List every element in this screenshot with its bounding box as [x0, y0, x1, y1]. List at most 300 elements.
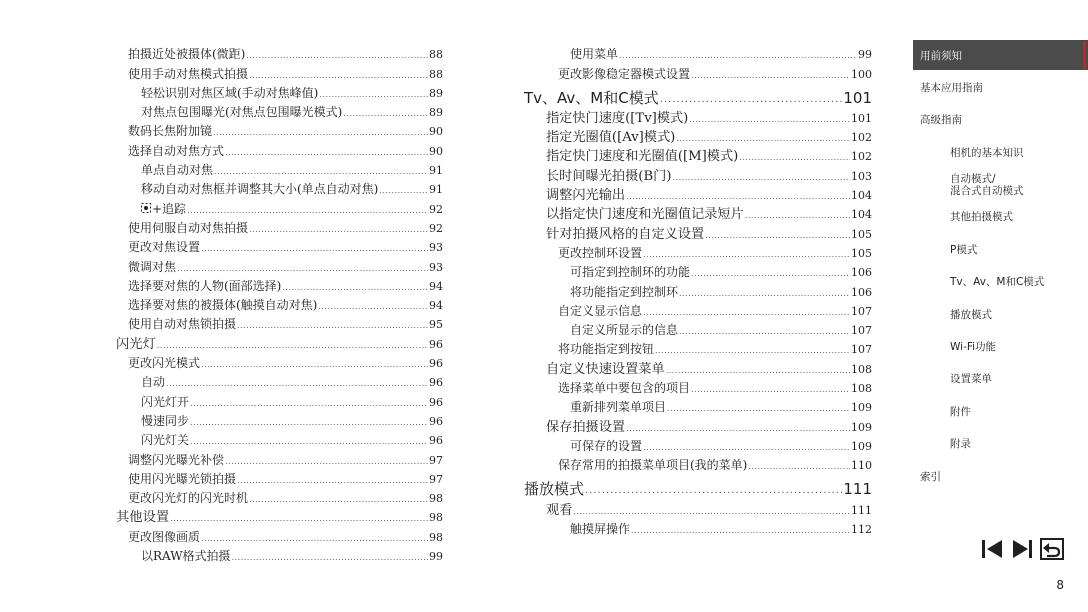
- toc-entry[interactable]: [116, 449, 443, 468]
- toc-page-number: 97: [429, 472, 443, 486]
- toc-entry-text: 其他设置: [116, 510, 170, 526]
- toc-page-number: 107: [851, 324, 872, 338]
- toc-page-number: 107: [851, 343, 872, 357]
- toc-entry-text: 微调对焦: [128, 259, 177, 274]
- toc-entry[interactable]: [116, 198, 443, 217]
- toc-entry-text: 调整闪光输出: [546, 188, 626, 204]
- toc-entry-title: [128, 473, 236, 486]
- toc-page-number: 92: [429, 221, 443, 235]
- toc-entry-text: 自定义所显示的信息: [570, 323, 679, 338]
- toc-entry-text: 选择要对焦的被摄体(触摸自动对焦): [128, 298, 318, 313]
- toc-entry-text: 指定光圈值([Av]模式): [546, 130, 676, 146]
- toc-entry-text: 触摸屏操作: [570, 521, 631, 536]
- leader-dots: [679, 289, 850, 299]
- sidebar-tab-label: 附录: [950, 438, 971, 451]
- toc-entry-text: 更改影像稳定器模式设置: [558, 66, 691, 81]
- toc-page-number: 100: [851, 67, 872, 81]
- toc-entry[interactable]: [116, 44, 443, 63]
- leader-dots: [748, 462, 850, 472]
- sidebar-tab[interactable]: [913, 40, 1088, 70]
- page-number: 8: [1056, 578, 1064, 592]
- leader-dots: [573, 507, 850, 517]
- sidebar-tab-label: 混合式自动模式: [950, 184, 1024, 197]
- toc-entry-text: 保存拍摄设置: [546, 419, 626, 435]
- toc-entry[interactable]: [524, 165, 872, 184]
- toc-entry-text: 指定快门速度([Tv]模式): [546, 110, 689, 126]
- toc-page-number: 91: [429, 183, 443, 197]
- toc-page-number: 98: [429, 530, 443, 544]
- toc-entry-text: 单点自动对焦: [141, 163, 214, 178]
- sidebar-tab[interactable]: [913, 72, 1088, 102]
- toc-entry-text: 使用闪光曝光锁拍摄: [128, 471, 237, 486]
- leader-dots: [739, 153, 850, 163]
- previous-page-button[interactable]: [979, 536, 1005, 562]
- page-navigation: [979, 536, 1065, 562]
- leader-dots: [214, 167, 428, 177]
- leader-dots: [705, 231, 850, 241]
- toc-entry-title: [558, 382, 690, 395]
- sidebar-tab[interactable]: [913, 137, 1088, 167]
- leader-dots: [585, 486, 842, 496]
- toc-page-number: 111: [843, 480, 872, 499]
- face-tracking-icon: [141, 203, 152, 216]
- toc-entry-title: [546, 189, 625, 202]
- leader-dots: [379, 186, 428, 196]
- toc-entry[interactable]: [524, 243, 872, 262]
- leader-dots: [237, 476, 428, 486]
- toc-entry[interactable]: [116, 179, 443, 198]
- toc-entry[interactable]: [524, 146, 872, 165]
- toc-page-number: 98: [429, 511, 443, 525]
- toc-page-number: 89: [429, 106, 443, 120]
- toc-page-number: 106: [851, 266, 872, 280]
- leader-dots: [666, 366, 850, 376]
- toc-page-number: 96: [429, 357, 443, 371]
- toc-entry[interactable]: [524, 301, 872, 320]
- sidebar-tab[interactable]: [913, 234, 1088, 264]
- toc-entry[interactable]: [524, 320, 872, 339]
- sidebar-tab-label: 播放模式: [950, 308, 992, 321]
- toc-entry-text: 选择自动对焦方式: [128, 143, 225, 158]
- leader-dots: [187, 206, 428, 216]
- toc-entry-title: [546, 131, 675, 144]
- toc-entry[interactable]: [116, 63, 443, 82]
- toc-entry-title: [128, 68, 248, 81]
- toc-entry[interactable]: [116, 276, 443, 295]
- toc-entry-title: [546, 504, 572, 517]
- toc-entry[interactable]: [524, 185, 872, 204]
- toc-entry[interactable]: [116, 507, 443, 526]
- toc-entry[interactable]: [524, 378, 872, 397]
- toc-entry[interactable]: [524, 127, 872, 146]
- toc-page-number: 95: [429, 318, 443, 332]
- toc-entry[interactable]: [524, 44, 872, 63]
- toc-page-number: 105: [851, 227, 872, 241]
- toc-entry[interactable]: [524, 281, 872, 300]
- leader-dots: [157, 341, 428, 351]
- toc-entry-text: 针对拍摄风格的自定义设置: [546, 226, 705, 242]
- sidebar-tab-label: 设置菜单: [950, 373, 992, 386]
- sidebar-tab-label: 基本应用指南: [920, 81, 983, 94]
- leader-dots: [689, 115, 850, 125]
- toc-entry-text: 长时间曝光拍摄(B门): [546, 168, 672, 184]
- toc-entry-title: [128, 280, 281, 293]
- leader-dots: [190, 418, 428, 428]
- toc-page-number: 88: [429, 67, 443, 81]
- sidebar-tab[interactable]: [913, 202, 1088, 232]
- toc-page-number: 89: [429, 86, 443, 100]
- toc-entry-text: 更改闪光灯的闪光时机: [128, 491, 249, 506]
- leader-dots: [201, 244, 428, 254]
- toc-entry-text: 对焦点包围曝光(对焦点包围曝光模式): [141, 105, 343, 120]
- toc-entry-text: 更改闪光模式: [128, 356, 201, 371]
- toc-page-number: 109: [851, 420, 872, 434]
- toc-entry[interactable]: [524, 455, 872, 474]
- toc-entry[interactable]: [116, 353, 443, 372]
- toc-entry-title: [558, 68, 690, 81]
- toc-entry[interactable]: [116, 218, 443, 237]
- toc-page-number: 104: [851, 189, 872, 203]
- toc-page-number: 111: [851, 503, 872, 517]
- leader-dots: [249, 495, 428, 505]
- toc-entry[interactable]: [116, 488, 443, 507]
- toc-entry[interactable]: [524, 108, 872, 127]
- leader-dots: [201, 360, 428, 370]
- toc-entry-title: [570, 324, 678, 337]
- toc-entry-title: [546, 208, 744, 221]
- toc-page-number: 96: [429, 395, 443, 409]
- toc-entry-text: 更改图像画质: [128, 529, 201, 544]
- toc-entry-text: 使用自动对焦锁拍摄: [128, 317, 237, 332]
- toc-entry[interactable]: [524, 262, 872, 281]
- leader-dots: [177, 264, 428, 274]
- toc-entry-title: [128, 48, 245, 61]
- leader-dots: [691, 385, 850, 395]
- leader-dots: [249, 225, 428, 235]
- chapter-sidebar: [913, 40, 1088, 493]
- toc-entry-title: [116, 511, 169, 524]
- toc-entry-text: 播放模式: [524, 480, 585, 499]
- toc-entry-text: 重新排列菜单项目: [570, 400, 667, 415]
- toc-entry-title: [546, 421, 625, 434]
- toc-entry[interactable]: [524, 223, 872, 242]
- toc-entry-text: 指定快门速度和光圈值([M]模式): [546, 149, 739, 165]
- toc-entry[interactable]: [524, 397, 872, 416]
- sidebar-tab-label: Wi-Fi功能: [950, 341, 997, 354]
- leader-dots: [318, 302, 428, 312]
- toc-entry[interactable]: [116, 372, 443, 391]
- toc-page-number: 110: [851, 459, 872, 473]
- toc-entry-title: [570, 523, 630, 536]
- leader-dots: [679, 327, 850, 337]
- toc-page-number: 109: [851, 401, 872, 415]
- toc-page-number: 94: [429, 299, 443, 313]
- toc-page-number: 99: [429, 550, 443, 564]
- leader-dots: [619, 51, 857, 61]
- toc-entry-text: 慢速同步: [141, 413, 190, 428]
- toc-page-number: 96: [429, 434, 443, 448]
- toc-entry-title: [141, 87, 318, 100]
- toc-entry-text: 闪光灯关: [141, 433, 190, 448]
- toc-page-number: 108: [851, 382, 872, 396]
- leader-dots: [676, 134, 850, 144]
- toc-entry-title: [558, 305, 642, 318]
- toc-entry[interactable]: [524, 339, 872, 358]
- next-page-button[interactable]: [1009, 536, 1035, 562]
- sidebar-tab[interactable]: [913, 105, 1088, 135]
- leader-dots: [672, 173, 850, 183]
- leader-dots: [237, 321, 428, 331]
- toc-entry-title: [141, 376, 165, 389]
- toc-entry-title: [570, 266, 690, 279]
- toc-entry-title: [546, 228, 704, 241]
- toc-entry-title: [570, 440, 642, 453]
- toc-entry[interactable]: [116, 333, 443, 352]
- toc-entry[interactable]: [116, 83, 443, 102]
- toc-entry-title: [141, 550, 231, 563]
- toc-entry-title: [128, 261, 176, 274]
- toc-page-number: 90: [429, 125, 443, 139]
- toc-entry-text: 移动自动对焦框并调整其大小(单点自动对焦): [141, 182, 379, 197]
- toc-entry-text: 可保存的设置: [570, 438, 643, 453]
- toc-entry-title: [558, 247, 642, 260]
- toc-entry[interactable]: [524, 416, 872, 435]
- leader-dots: [190, 399, 428, 409]
- leader-dots: [249, 71, 428, 81]
- toc-entry-text: 选择要对焦的人物(面部选择): [128, 278, 282, 293]
- toc-entry[interactable]: [116, 256, 443, 275]
- toc-page-number: 96: [429, 337, 443, 351]
- toc-entry-title: [141, 106, 342, 119]
- sidebar-tab[interactable]: [913, 461, 1088, 491]
- toc-entry-title: [128, 531, 200, 544]
- toc-page-number: 96: [429, 414, 443, 428]
- leader-dots: [201, 534, 428, 544]
- leader-dots: [643, 443, 850, 453]
- toc-entry-title: [141, 183, 378, 196]
- toc-entry-title: [524, 480, 585, 499]
- toc-entry-title: [128, 222, 248, 235]
- toc-entry-title: [128, 241, 200, 254]
- leader-dots: [166, 379, 428, 389]
- sidebar-tab-label: 索引: [920, 470, 941, 483]
- toc-entry-title: [116, 338, 156, 351]
- toc-page-number: 109: [851, 439, 872, 453]
- toc-entry-text: 将功能指定到控制环: [570, 284, 679, 299]
- toc-entry-text: 使用手动对焦模式拍摄: [128, 66, 249, 81]
- toc-entry-title: [141, 396, 189, 409]
- toc-entry[interactable]: [524, 436, 872, 455]
- leader-dots: [691, 71, 850, 81]
- sidebar-tab-label: 自动模式/: [950, 172, 996, 185]
- leader-dots: [631, 526, 850, 536]
- toc-left-column: [116, 44, 443, 565]
- toc-entry-text: 将功能指定到按钮: [558, 342, 655, 357]
- leader-dots: [655, 346, 850, 356]
- toc-entry-title: [128, 299, 317, 312]
- toc-page-number: 102: [851, 150, 872, 164]
- sidebar-tab[interactable]: [913, 299, 1088, 329]
- toc-entry-text: 闪光灯开: [141, 394, 190, 409]
- toc-entry[interactable]: [116, 314, 443, 333]
- toc-entry-title: [141, 164, 213, 177]
- toc-entry-text: 使用菜单: [570, 47, 619, 62]
- toc-entry-text: 拍摄近处被摄体(微距): [128, 47, 246, 62]
- toc-entry-text: 以指定快门速度和光圈值记录短片: [546, 207, 744, 223]
- toc-entry-title: [570, 401, 666, 414]
- toc-entry-text: 自定义显示信息: [558, 303, 643, 318]
- toc-entry-title: [128, 454, 224, 467]
- leader-dots: [190, 437, 428, 447]
- toc-entry[interactable]: [116, 121, 443, 140]
- toc-entry-text: +追踪: [152, 201, 187, 216]
- sidebar-tab[interactable]: [913, 170, 1088, 200]
- toc-entry-text: 可指定到控制环的功能: [570, 265, 691, 280]
- leader-dots: [319, 90, 428, 100]
- return-arrow-icon: [1040, 538, 1064, 560]
- toc-entry[interactable]: [524, 83, 872, 108]
- leader-dots: [660, 95, 843, 105]
- toc-entry[interactable]: [524, 358, 872, 377]
- toc-entry[interactable]: [524, 499, 872, 518]
- toc-entry-title: [524, 88, 659, 107]
- toc-entry-text: 自动: [141, 375, 166, 390]
- sidebar-tab-label: 高级指南: [920, 114, 962, 127]
- toc-entry[interactable]: [116, 411, 443, 430]
- toc-entry[interactable]: [524, 204, 872, 223]
- toc-entry-title: [558, 459, 747, 472]
- leader-dots: [170, 514, 428, 524]
- toc-page-number: 108: [851, 362, 872, 376]
- leader-dots: [282, 283, 428, 293]
- toc-entry-title: [128, 318, 236, 331]
- toc-page-number: 106: [851, 285, 872, 299]
- toc-entry[interactable]: [524, 474, 872, 499]
- toc-page-number: 105: [851, 246, 872, 260]
- toc-page-number: 90: [429, 144, 443, 158]
- triangle-left-icon: [981, 538, 1003, 560]
- toc-entry-title: [546, 363, 665, 376]
- sidebar-tab-label: 用前须知: [920, 49, 962, 62]
- toc-entry-text: 数码长焦附加镜: [128, 124, 213, 139]
- toc-entry-text: Tv、Av、M和C模式: [524, 88, 659, 107]
- leader-dots: [232, 553, 428, 563]
- toc-entry[interactable]: [116, 160, 443, 179]
- toc-page-number: 92: [429, 202, 443, 216]
- leader-dots: [225, 148, 428, 158]
- toc-page-number: 96: [429, 376, 443, 390]
- toc-entry-title: [128, 125, 212, 138]
- leader-dots: [225, 457, 428, 467]
- toc-page-number: 103: [851, 169, 872, 183]
- toc-entry-title: [128, 357, 200, 370]
- leader-dots: [643, 250, 850, 260]
- toc-entry-title: [546, 170, 671, 183]
- toc-page-number: 102: [851, 131, 872, 145]
- sidebar-tab[interactable]: [913, 364, 1088, 394]
- toc-page-number: 94: [429, 279, 443, 293]
- toc-page-number: 101: [851, 111, 872, 125]
- sidebar-tab-label: P模式: [950, 243, 978, 256]
- toc-entry-title: [128, 492, 248, 505]
- return-button[interactable]: [1039, 536, 1065, 562]
- toc-entry-title: [141, 434, 189, 447]
- leader-dots: [667, 404, 850, 414]
- toc-page-number: 112: [851, 522, 872, 536]
- leader-dots: [626, 424, 850, 434]
- toc-entry-text: 使用伺服自动对焦拍摄: [128, 220, 249, 235]
- toc-page-number: 88: [429, 48, 443, 62]
- toc-entry[interactable]: [116, 469, 443, 488]
- sidebar-tab[interactable]: [913, 267, 1088, 297]
- toc-page-number: 97: [429, 453, 443, 467]
- toc-entry-title: [128, 145, 224, 158]
- toc-entry[interactable]: [524, 63, 872, 82]
- toc-page-number: 98: [429, 492, 443, 506]
- toc-page-number: 93: [429, 241, 443, 255]
- toc-page-number: 101: [843, 88, 872, 107]
- sidebar-tab[interactable]: [913, 429, 1088, 459]
- toc-entry-text: 轻松识别对焦区域(手动对焦峰值): [141, 85, 319, 100]
- toc-page-number: 91: [429, 164, 443, 178]
- toc-entry-text: 调整闪光曝光补偿: [128, 452, 225, 467]
- toc-entry-title: [546, 150, 738, 163]
- toc-entry-title: [141, 203, 186, 216]
- leader-dots: [343, 109, 428, 119]
- sidebar-tab[interactable]: [913, 396, 1088, 426]
- toc-entry[interactable]: [116, 237, 443, 256]
- toc-entry-title: [570, 286, 678, 299]
- toc-entry-title: [546, 112, 688, 125]
- toc-entry-text: 保存常用的拍摄菜单项目(我的菜单): [558, 458, 748, 473]
- leader-dots: [213, 128, 428, 138]
- toc-entry-text: 闪光灯: [116, 336, 156, 352]
- sidebar-tab-label: 其他拍摄模式: [950, 211, 1013, 224]
- toc-entry-title: [570, 48, 618, 61]
- toc-middle-column: [524, 44, 872, 538]
- toc-entry-text: 以RAW格式拍摄: [141, 549, 231, 564]
- toc-entry-text: 更改对焦设置: [128, 240, 201, 255]
- toc-entry-text: 自定义快速设置菜单: [546, 361, 665, 377]
- toc-entry-text: 更改控制环设置: [558, 245, 643, 260]
- triangle-right-icon: [1011, 538, 1033, 560]
- sidebar-tab-label: Tv、Av、M和C模式: [950, 276, 1045, 289]
- toc-page-number: 99: [858, 48, 872, 62]
- toc-entry[interactable]: [116, 391, 443, 410]
- toc-page-number: 104: [851, 208, 872, 222]
- leader-dots: [691, 269, 850, 279]
- toc-entry[interactable]: [116, 102, 443, 121]
- sidebar-tab-label: 相机的基本知识: [950, 146, 1024, 159]
- toc-page-number: 107: [851, 304, 872, 318]
- toc-entry[interactable]: [116, 140, 443, 159]
- leader-dots: [626, 192, 850, 202]
- toc-page-number: 93: [429, 260, 443, 274]
- toc-entry[interactable]: [524, 519, 872, 538]
- toc-entry-title: [141, 415, 189, 428]
- sidebar-tab-label: 附件: [950, 405, 971, 418]
- leader-dots: [643, 308, 850, 318]
- toc-entry[interactable]: [116, 526, 443, 545]
- sidebar-tab[interactable]: [913, 332, 1088, 362]
- leader-dots: [745, 211, 850, 221]
- toc-entry[interactable]: [116, 295, 443, 314]
- toc-entry-text: 观看: [546, 502, 573, 518]
- toc-entry[interactable]: [116, 546, 443, 565]
- toc-entry-title: [558, 343, 654, 356]
- toc-entry[interactable]: [116, 430, 443, 449]
- leader-dots: [246, 51, 428, 61]
